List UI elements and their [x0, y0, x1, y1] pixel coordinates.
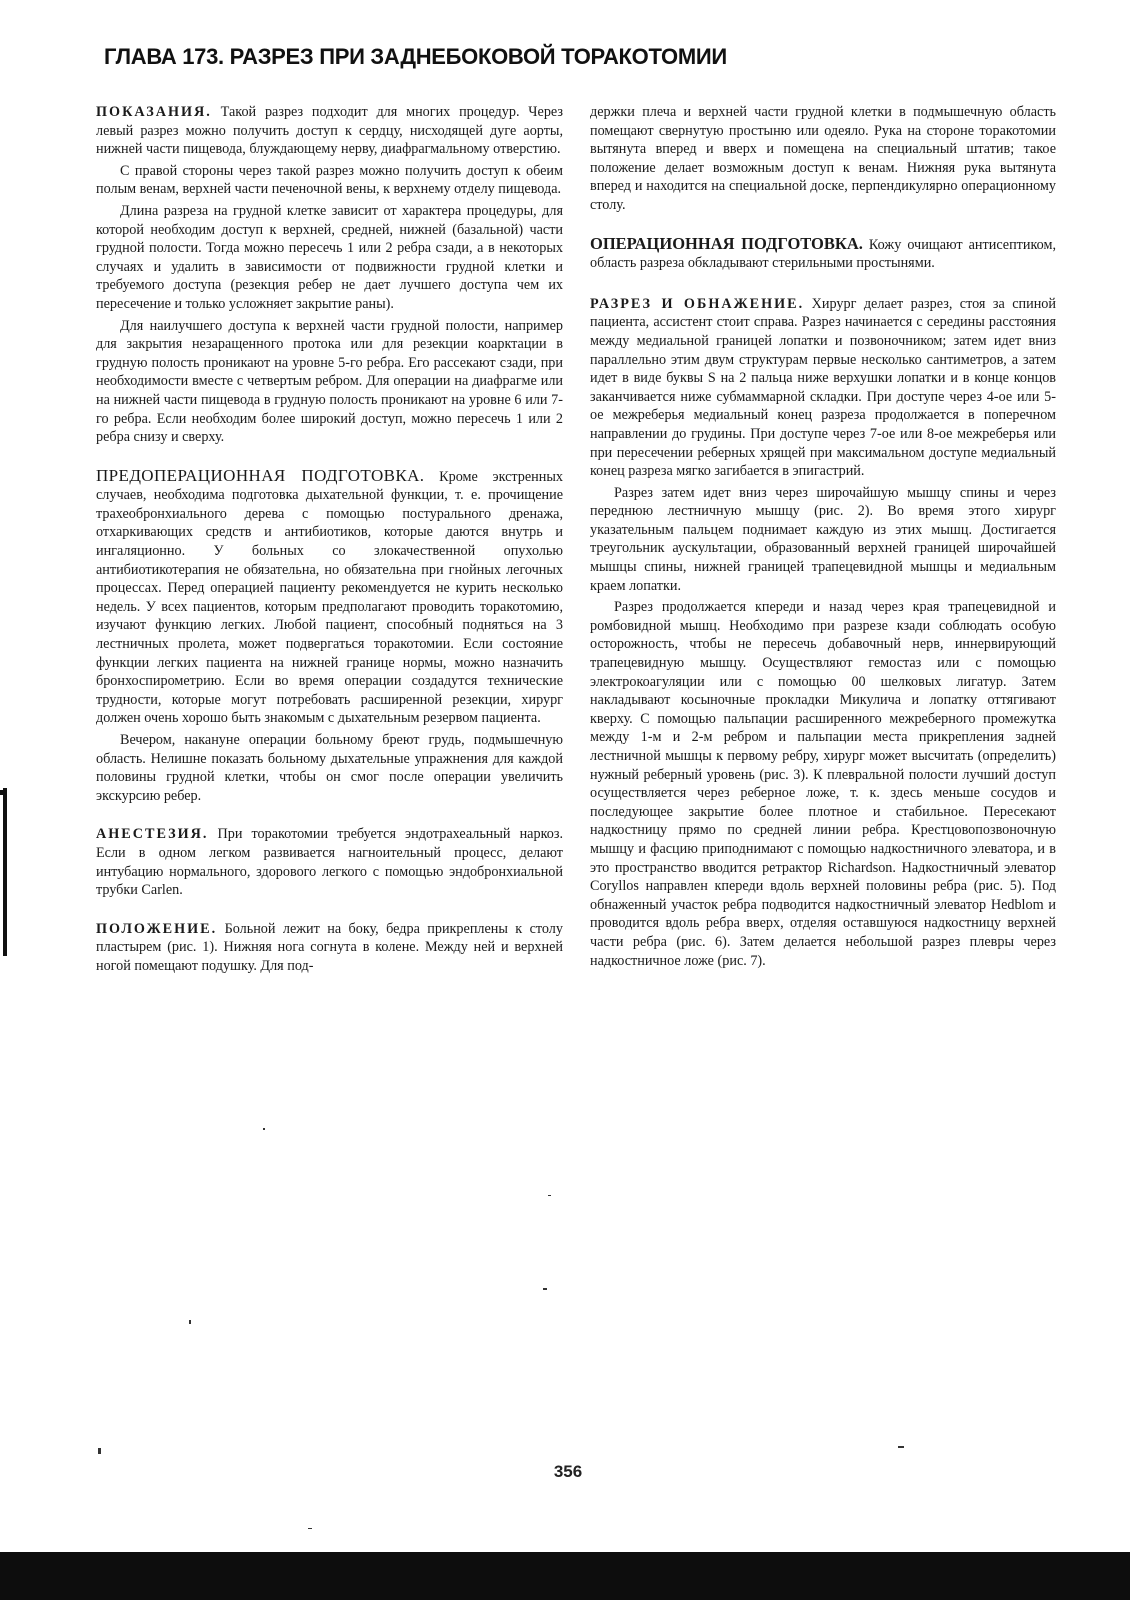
scan-speck — [308, 1528, 312, 1529]
scan-speck — [263, 1128, 265, 1130]
incision-paragraph-2: Разрез затем идет вниз через широчайшую мышцу спины и через переднюю лестничную мышцу (рис. 2). Во время этого хирург указательным пальцем поднимает каждую из этих мышц. Достигается треугольник аускультации, образованный верхней границей широчайшей мышцы спины, нижней границей трапецевидной мышцы и медиальным краем лопатки. — [590, 484, 1056, 594]
position-text: Больной лежит на боку, бедра прикреплены к столу пластырем (рис. 1). Нижняя нога согнута в колене. Между ней и верхней ногой помещают подушку. Для под- — [96, 920, 563, 974]
page-number: 356 — [553, 1462, 583, 1481]
scan-speck — [898, 1446, 904, 1448]
surgical-prep-paragraph — [590, 235, 1056, 273]
section-heading-preop: ПРЕДОПЕРАЦИОННАЯ ПОДГОТОВКА. — [96, 465, 425, 485]
scan-edge-mark — [3, 788, 7, 956]
section-heading-position: ПОЛОЖЕНИЕ. — [96, 920, 218, 937]
indications-text-1: Такой разрез подходит для многих процедур. Через левый разрез можно получить доступ к сердцу, нисходящей дуге аорты, нижней части пищевода, блуждающему нерву, диафрагмальному отверстию. — [96, 104, 563, 158]
section-heading-surgical-prep: ОПЕРАЦИОННАЯ ПОДГОТОВКА. — [590, 233, 863, 253]
scan-bottom-band — [0, 1552, 1130, 1600]
chapter-title: ГЛАВА 173. РАЗРЕЗ ПРИ ЗАДНЕБОКОВОЙ ТОРАКОТОМИИ — [104, 44, 727, 69]
right-column — [590, 103, 1056, 970]
preop-text-1: Кроме экстренных случаев, необходима подготовка дыхательной функции, т. е. прочищение трахеобронхиального дерева с помощью постурального дренажа, отхаркивающих средств и антибиотиков, которые даются внутрь и ингаляционно. У больных со злокачественной опухолью антибиотикотерапия не обязательна, но обязательна при гнойных легочных процессах. Перед операцией пациенту рекомендуется не курить несколько недель. У всех пациентов, которым предполагают проводить торакотомию, изучают функцию легких. Любой пациент, способный подняться на 3 лестничных пролета, может подвергаться торакотомии. Если состояние функции легких пациента на нижней границе нормы, можно назначить бронхоспирометрию. Если во время операции создадутся технические трудности, которые могут потребовать расширенной резекции, хирург должен очень хорошо быть знакомым с дыхательным резервом пациента. — [96, 468, 563, 727]
scan-speck — [189, 1320, 191, 1324]
scan-edge-tick — [0, 790, 7, 795]
indications-paragraph-1 — [96, 103, 563, 159]
indications-paragraph-2: С правой стороны через такой разрез можно получить доступ к обеим полым венам, верхней части печеночной вены, к верхнему отделу пищевода. — [96, 162, 563, 198]
anesthesia-paragraph — [96, 825, 563, 899]
anesthesia-text: При торакотомии требуется эндотрахеальный наркоз. Если в одном легком развивается нагноительный процесс, делают интубацию нормального, здорового легкого с помощью эндобронхиальной трубки Carlen. — [96, 826, 563, 899]
preop-paragraph-1 — [96, 467, 563, 728]
position-continued-paragraph: держки плеча и верхней части грудной клетки в подмышечную область помещают свернутую простыню или одеяло. Рука на стороне торакотомии вытянута вперед и вверх и помещена на специальный штатив; такое положение делает возможным доступ к венам. Нижняя рука вытянута вперед и находится на специальной доске, перпендикулярно операционному столу. — [590, 104, 1056, 213]
section-heading-anesthesia: АНЕСТЕЗИЯ. — [96, 826, 209, 843]
left-column — [96, 103, 563, 976]
incision-paragraph-3: Разрез продолжается кпереди и назад через края трапецевидной и ромбовидной мышц. Необходимо при разрезе кзади соблюдать особую осторожность, чтобы не пересечь добавочный нерв, иннервирующий трапецевидную мышцу. Осуществляют гемостаз или с помощью электрокоагуляции или с помощью 00 шелковых лигатур. Затем накладывают косыночные прокладки Микулича и лопатку оттягивают кверху. С помощью пальпации расширенного межреберного промежутка между 1-м и 2-м ребром и пальпации места прикрепления задней лестничной мышцы к первому ребру, хирург может высчитать (определить) нужный реберный уровень (рис. 3). К плевральной полости лучший доступ осуществляется через реберное ложе, т. к. здесь меньше сосудов и последующее закрытие более плотное и стабильное. Пересекают надкостницу прямо по средней линии ребра. Крестцовопозвоночную мышцу и фасцию приподнимают с помощью надкостничного элеватора, и в это пространство вводится ретрактор Richardson. Надкостничный элеватор Coryllos направлен кпереди вдоль верхней половины ребра (рис. 5). Под обнаженный участок ребра подводится надкостничный элеватор Hedblom и проводится вдоль ребра вверх, отделяя оставшуюся надкостницу верхней части ребра (рис. 6). Затем делается небольшой разрез плевры через надкостничное ложе (рис. 7). — [590, 599, 1056, 969]
position-paragraph — [96, 920, 563, 976]
section-heading-indications: ПОКАЗАНИЯ. — [96, 104, 212, 120]
indications-paragraph-4: Для наилучшего доступа к верхней части грудной полости, например для закрытия незаращенного протока или для резекции коарктации в грудную полость проникают на уровне 5-го ребра. Его рассекают сзади, при необходимости вместе с четвертым ребром. Для операции на диафрагме или на нижней части пищевода в грудную полость проникают на уровне 6 или 7-го ребра. Если необходим более широкий доступ, можно пересечь 1 или 2 ребра снизу и сверху. — [96, 317, 563, 446]
scan-speck — [543, 1288, 547, 1290]
preop-paragraph-2: Вечером, накануне операции больному бреют грудь, подмышечную область. Нелишне показать больному дыхательные упражнения для каждой половины грудной клетки, чтобы он смог после операции увеличить экскурсию ребер. — [96, 732, 563, 804]
indications-paragraph-3: Длина разреза на грудной клетке зависит от характера процедуры, для которой необходим доступ к верхней, средней, нижней (базальной) части грудной полости. Тогда можно пересечь 1 или 2 ребра сзади, а в некоторых случаях и удалить в зависимости от подвижности грудной клетки и требуемого доступа (резекция ребер не дает лучшего доступа чем их пересечение и только усложняет закрытие раны). — [96, 202, 563, 312]
surgical-prep-text: Кожу очищают антисептиком, область разреза обкладывают стерильными простынями. — [590, 236, 1056, 272]
section-heading-incision: РАЗРЕЗ И ОБНАЖЕНИЕ. — [590, 295, 805, 312]
scan-speck — [98, 1448, 101, 1454]
scan-speck — [548, 1195, 551, 1196]
incision-paragraph-1 — [590, 295, 1056, 481]
incision-text-1: Хирург делает разрез, стоя за спиной пациента, ассистент стоит справа. Разрез начинается с середины расстояния между медиальной границей лопатки и позвоночником; затем идет вниз параллельно этим двум структурам первые несколько сантиметров, а затем идет в виде буквы S на 2 пальца ниже верхушки лопатки и в конце концов заканчивается ниже субмаммарной складки. При доступе через 4-ое или 5-ое межреберья медиальный конец разреза продолжается в поперечном направлении до грудины. При доступе через 7-ое или 8-ое межреберья или при пересечении реберных хрящей при максимальном доступе медиальный конец разреза мягко загибается в эпигастрий. — [590, 295, 1056, 480]
